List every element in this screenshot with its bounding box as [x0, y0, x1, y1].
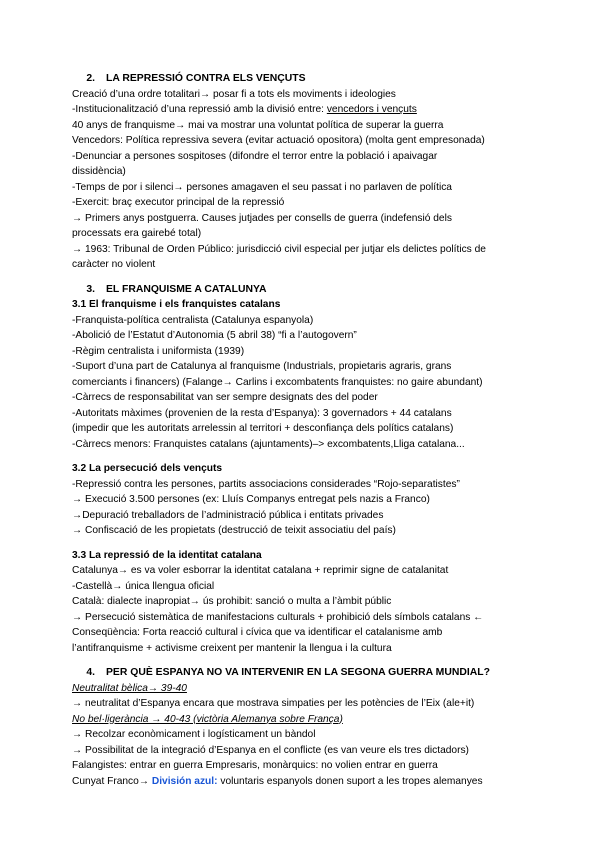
text-line: processats era gairebé total) [72, 228, 202, 239]
text-line: comerciants i financers) (Falange→ Carlins i excombatents franquistes: no gaire abundant) [72, 376, 483, 388]
document-content [72, 71, 532, 789]
text-line: -Autoritats màximes (provenien de la resta d’Espanya): 3 governadors + 44 catalans [72, 407, 452, 419]
italic-underlined-text: Neutralitat bèlica→ 39-40 [72, 682, 187, 694]
subsection-3-3-title: 3.3 La repressió de la identitat catalana [72, 549, 262, 561]
text-line: Catalunya→ es va voler esborrar la identitat catalana + reprimir signe de catalanitat [72, 565, 449, 576]
subsection-3-1-title: 3.1 El franquisme i els franquistes catalans [72, 299, 281, 310]
section-4-title: PER QUÈ ESPANYA NO VA INTERVENIR EN LA SEGONA GUERRA MUNDIAL? [106, 667, 490, 678]
text-line: Conseqüència: Forta reacció cultural i cívica que va identificar el catalanisme amb [72, 627, 443, 638]
section-3-title: EL FRANQUISME A CATALUNYA [106, 283, 267, 295]
spacer [72, 452, 532, 461]
text-fragment: -Institucionalització d’una repressió amb la divisió entre: [72, 104, 327, 115]
text-fragment: voluntaris espanyols donen suport a les tropes alemanyes [217, 775, 483, 787]
section-2-title: LA REPRESSIÓ CONTRA ELS VENÇUTS [106, 73, 306, 84]
text-line: → Recolzar econòmicament i logísticament un bàndol [72, 729, 316, 740]
section-4-heading [72, 665, 532, 681]
text-line: → Persecució sistemàtica de manifestacions culturals + prohibició dels símbols catalans ← [72, 611, 484, 623]
text-line: -Càrrecs de responsabilitat van ser sempre designats des del poder [72, 392, 378, 403]
spacer [72, 539, 532, 548]
text-line: -Suport d’una part de Catalunya al franquisme (Industrials, propietaris agraris, grans [72, 361, 452, 372]
text-line: Vencedors: Política repressiva severa (evitar actuació opositora) (molta gent empresonada) [72, 135, 485, 146]
text-line: -Temps de por i silenci→ persones amagaven el seu passat i no parlaven de política [72, 181, 452, 193]
text-line: → Primers anys postguerra. Causes jutjades per consells de guerra (indefensió dels [72, 212, 452, 224]
text-line: l’antifranquisme + activisme creixent per mantenir la llengua i la cultura [72, 642, 392, 654]
text-line: → 1963: Tribunal de Orden Público: jurisdicció civil especial per jutjar els delictes polítics de [72, 243, 486, 255]
text-line [72, 102, 532, 118]
text-line: -Exercit: braç executor principal de la repressió [72, 197, 285, 208]
text-line: dissidència) [72, 166, 126, 177]
text-line [72, 712, 532, 728]
spacer [72, 656, 532, 665]
text-line: → Possibilitat de la integració d’Espanya en el conflicte (es van veure els tres dictadors) [72, 744, 469, 756]
text-line: -Règim centralista i uniformista (1939) [72, 345, 245, 357]
text-line: -Franquista-política centralista (Catalunya espanyola) [72, 314, 314, 326]
text-line: →Depuració treballadors de l’administració pública i entitats privades [72, 509, 384, 521]
text-line: -Denunciar a persones sospitoses (difondre el terror entre la població i apaivagar [72, 150, 438, 162]
text-line: 40 anys de franquisme→ mai va mostrar una voluntat política de superar la guerra [72, 119, 444, 131]
text-line: -Repressió contra les persones, partits associacions considerades “Rojo-separatistes” [72, 478, 460, 490]
text-line: Creació d’una ordre totalitari→ posar fi a tots els moviments i ideologies [72, 88, 396, 100]
text-line [72, 681, 532, 697]
text-line: -Abolició de l’Estatut d’Autonomia (5 abril 38) “fi a l’autogovern” [72, 330, 357, 341]
section-3-number: 3. [86, 283, 95, 295]
highlighted-term: División azul: [151, 775, 218, 787]
text-fragment: Cunyat Franco→ [72, 775, 152, 787]
text-line [72, 774, 532, 790]
text-line: → Confiscació de les propietats (destrucció de teixit associatiu del país) [72, 525, 396, 536]
subsection-3-2-title: 3.2 La persecució dels vençuts [72, 463, 223, 474]
text-line: → Execució 3.500 persones (ex: Lluís Companys entregat pels nazis a Franco) [72, 494, 430, 505]
text-line: Català: dialecte inapropiat→ ús prohibit: sanció o multa a l’àmbit públic [72, 596, 392, 607]
section-4-number: 4. [86, 667, 95, 678]
section-3-heading [72, 282, 532, 298]
text-line: → neutralitat d’Espanya encara que mostrava simpaties per les potències de l’Eix (ale+it) [72, 698, 475, 709]
underlined-text: vencedors i vençuts [326, 104, 417, 115]
text-line: -Castellà→ única llengua oficial [72, 580, 215, 592]
section-2-number: 2. [86, 73, 95, 84]
section-2-heading [72, 71, 532, 87]
italic-underlined-text: No bel·ligerància → 40-43 (victòria Alemanya sobre França) [72, 713, 343, 725]
text-line: -Càrrecs menors: Franquistes catalans (ajuntaments)–> excombatents,Lliga catalana... [72, 438, 465, 450]
spacer [72, 273, 532, 282]
text-line: Falangistes: entrar en guerra Empresaris, monàrquics: no volien entrar en guerra [72, 760, 438, 771]
text-line: caràcter no violent [72, 259, 156, 270]
text-line: (impedir que les autoritats arrelessin al territori + desconfiança dels polítics catalans) [72, 423, 454, 434]
